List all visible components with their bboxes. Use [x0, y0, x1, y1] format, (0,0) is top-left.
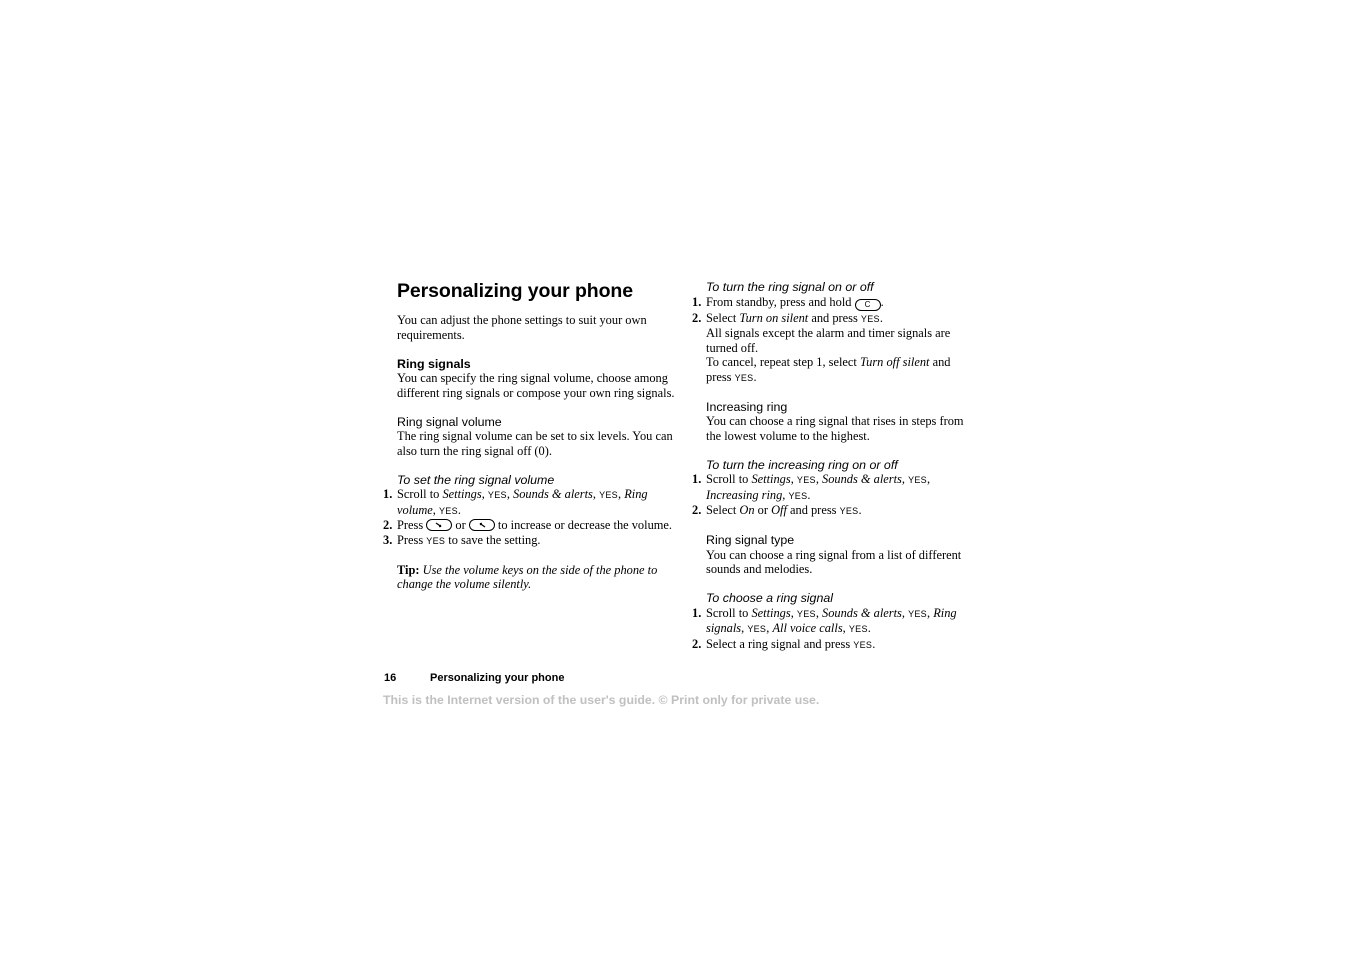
yes-key-label: YES [599, 490, 618, 500]
ring-volume-text: The ring signal volume can be set to six levels. You can also turn the ring signal off (0). [397, 429, 673, 458]
increasing-procedure: To turn the increasing ring on or off [706, 457, 898, 472]
tip: Tip: Use the volume keys on the side of the phone to change the volume silently. [397, 562, 658, 591]
list-item: 1. Scroll to Settings, YES, Sounds & alerts, YES, Ring volume, YES. [383, 487, 648, 517]
choose-ring-procedure: To choose a ring signal [706, 591, 833, 605]
yes-key-label: YES [788, 490, 808, 501]
yes-key-label: YES [908, 608, 927, 619]
clear-key-icon: C [855, 299, 881, 311]
yes-key-label: YES [426, 535, 446, 546]
right-column [692, 280, 978, 652]
left-column [383, 280, 679, 592]
ring-signals-text: You can specify the ring signal volume, choose among different ring signals or compose your own ring signals. [397, 371, 675, 400]
set-volume-procedure: To set the ring signal volume [397, 472, 555, 487]
yes-key-label: YES [747, 624, 767, 634]
ring-volume-heading: Ring signal volume [397, 414, 502, 429]
list-item: 3. Press YES to save the setting. [383, 532, 541, 547]
yes-key-label: YES [796, 475, 816, 485]
page-number: 16 [384, 672, 397, 684]
yes-key-label: YES [860, 313, 880, 324]
yes-key-label: YES [796, 608, 816, 619]
list-item: 1. Scroll to Settings, YES, Sounds & alerts, YES, Ring signals, YES, All voice calls, YES. [692, 605, 957, 635]
yes-key-label: YES [853, 639, 873, 650]
increasing-steps [692, 472, 978, 519]
increasing-ring-heading: Increasing ring [706, 399, 788, 414]
silent-steps [692, 294, 978, 386]
page-title: Personalizing your phone [397, 280, 633, 302]
ring-signals-heading: Ring signals [397, 356, 471, 371]
yes-key-label: YES [908, 475, 927, 485]
yes-key-label: YES [487, 490, 507, 500]
silent-procedure: To turn the ring signal on or off [706, 280, 874, 294]
yes-key-label: YES [848, 624, 868, 634]
yes-key-label: YES [734, 372, 754, 383]
silent-cancel-note: To cancel, repeat step 1, select Turn off silent and press YES. [706, 355, 951, 384]
intro-text: You can adjust the phone settings to suit your own requirements. [397, 313, 647, 342]
list-item: 1. Scroll to Settings, YES, Sounds & alerts, YES, Increasing ring, YES. [692, 472, 931, 502]
ring-type-heading: Ring signal type [706, 533, 795, 547]
page-footer [384, 671, 564, 685]
volume-down-key-icon [426, 519, 452, 531]
internet-version-notice: This is the Internet version of the user's guide. © Print only for private use. [383, 693, 820, 707]
yes-key-label: YES [839, 506, 859, 516]
footer-section: Personalizing your phone [430, 672, 565, 684]
volume-up-key-icon [469, 519, 495, 531]
list-item: 2. Select Turn on silent and press YES. All signals except the alarm and timer signals are turned off. To cancel, repeat step 1, select Turn off silent and press YES. [706, 311, 978, 386]
set-volume-steps [383, 487, 679, 548]
choose-ring-steps [692, 605, 978, 653]
list-item: 2. Select a ring signal and press YES. [692, 636, 876, 651]
increasing-ring-text: You can choose a ring signal that rises in steps from the lowest volume to the highest. [706, 414, 964, 443]
list-item: 1. From standby, press and hold C . [692, 294, 884, 309]
list-item: 2. Select On or Off and press YES. [692, 503, 862, 517]
yes-key-label: YES [438, 505, 458, 516]
list-item: 2. Press or to increase or decrease the volume. [383, 518, 672, 532]
silent-note: All signals except the alarm and timer signals are turned off. [706, 326, 951, 355]
ring-type-text: You can choose a ring signal from a list of different sounds and melodies. [706, 547, 962, 576]
